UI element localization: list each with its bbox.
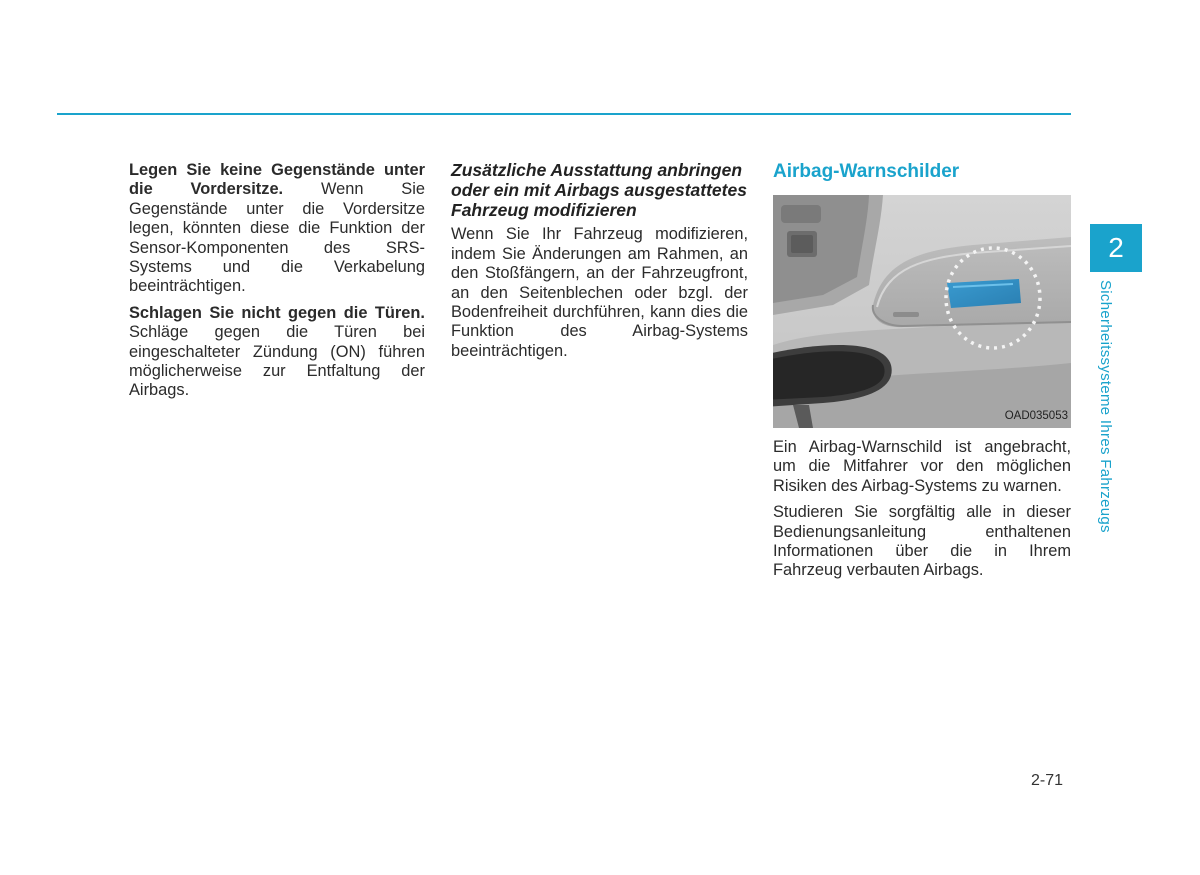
paragraph-modification: Wenn Sie Ihr Fahrzeug modifizieren, indem Sie Änderungen am Rahmen, an den Stoßfängern, an der Fahrzeugfront, an den Seitenblechen oder bzgl. der Bodenfreiheit durchführen, kann dies die Funktion des Airbag-Systems beeinträchtigen. <box>451 225 748 360</box>
paragraph-bold-lead: Legen Sie keine Gegenstände unter die Vordersitze. <box>129 161 425 199</box>
column-2 <box>451 161 748 368</box>
section-heading: Airbag-Warnschilder <box>773 161 960 182</box>
chapter-title: Sicherheitssysteme Ihres Fahrzeugs <box>1097 280 1114 533</box>
page-number: 2-71 <box>1031 772 1064 789</box>
sun-visor-illustration <box>773 195 1071 428</box>
column-3 <box>773 161 1071 588</box>
column-1 <box>129 161 425 408</box>
section-subheading: Zusätzliche Ausstattung anbringen oder ein mit Airbags ausgestattetes Fahrzeug modifizieren <box>451 160 747 220</box>
warning-label-text <box>773 438 1071 581</box>
figure-code: OAD035053 <box>1004 409 1068 422</box>
chapter-tab: 2 <box>1090 224 1142 272</box>
paragraph-study-manual: Studieren Sie sorgfältig alle in dieser Bedienungsanleitung enthaltenen Informationen über die in Ihrem Fahrzeug verbauten Airbags. <box>773 503 1071 580</box>
paragraph-body: Wenn Sie Gegenstände unter die Vordersitze legen, könnten diese die Funktion der Sensor-Komponenten des SRS-Systems und die Verkabelung beeinträchtigen. <box>129 180 425 296</box>
paragraph-under-seats <box>129 161 425 297</box>
paragraph-bold-lead: Schlagen Sie nicht gegen die Türen. <box>129 303 425 322</box>
sun-visor-figure <box>773 195 1071 428</box>
paragraph-doors <box>129 304 425 401</box>
paragraph-body: Schläge gegen die Türen bei eingeschalteter Zündung (ON) führen möglicherweise zur Entfaltung der Airbags. <box>129 323 425 400</box>
header-rule <box>57 113 1071 115</box>
paragraph-warning-label: Ein Airbag-Warnschild ist angebracht, um die Mitfahrer vor den möglichen Risiken des Airbag-Systems zu warnen. <box>773 438 1071 495</box>
